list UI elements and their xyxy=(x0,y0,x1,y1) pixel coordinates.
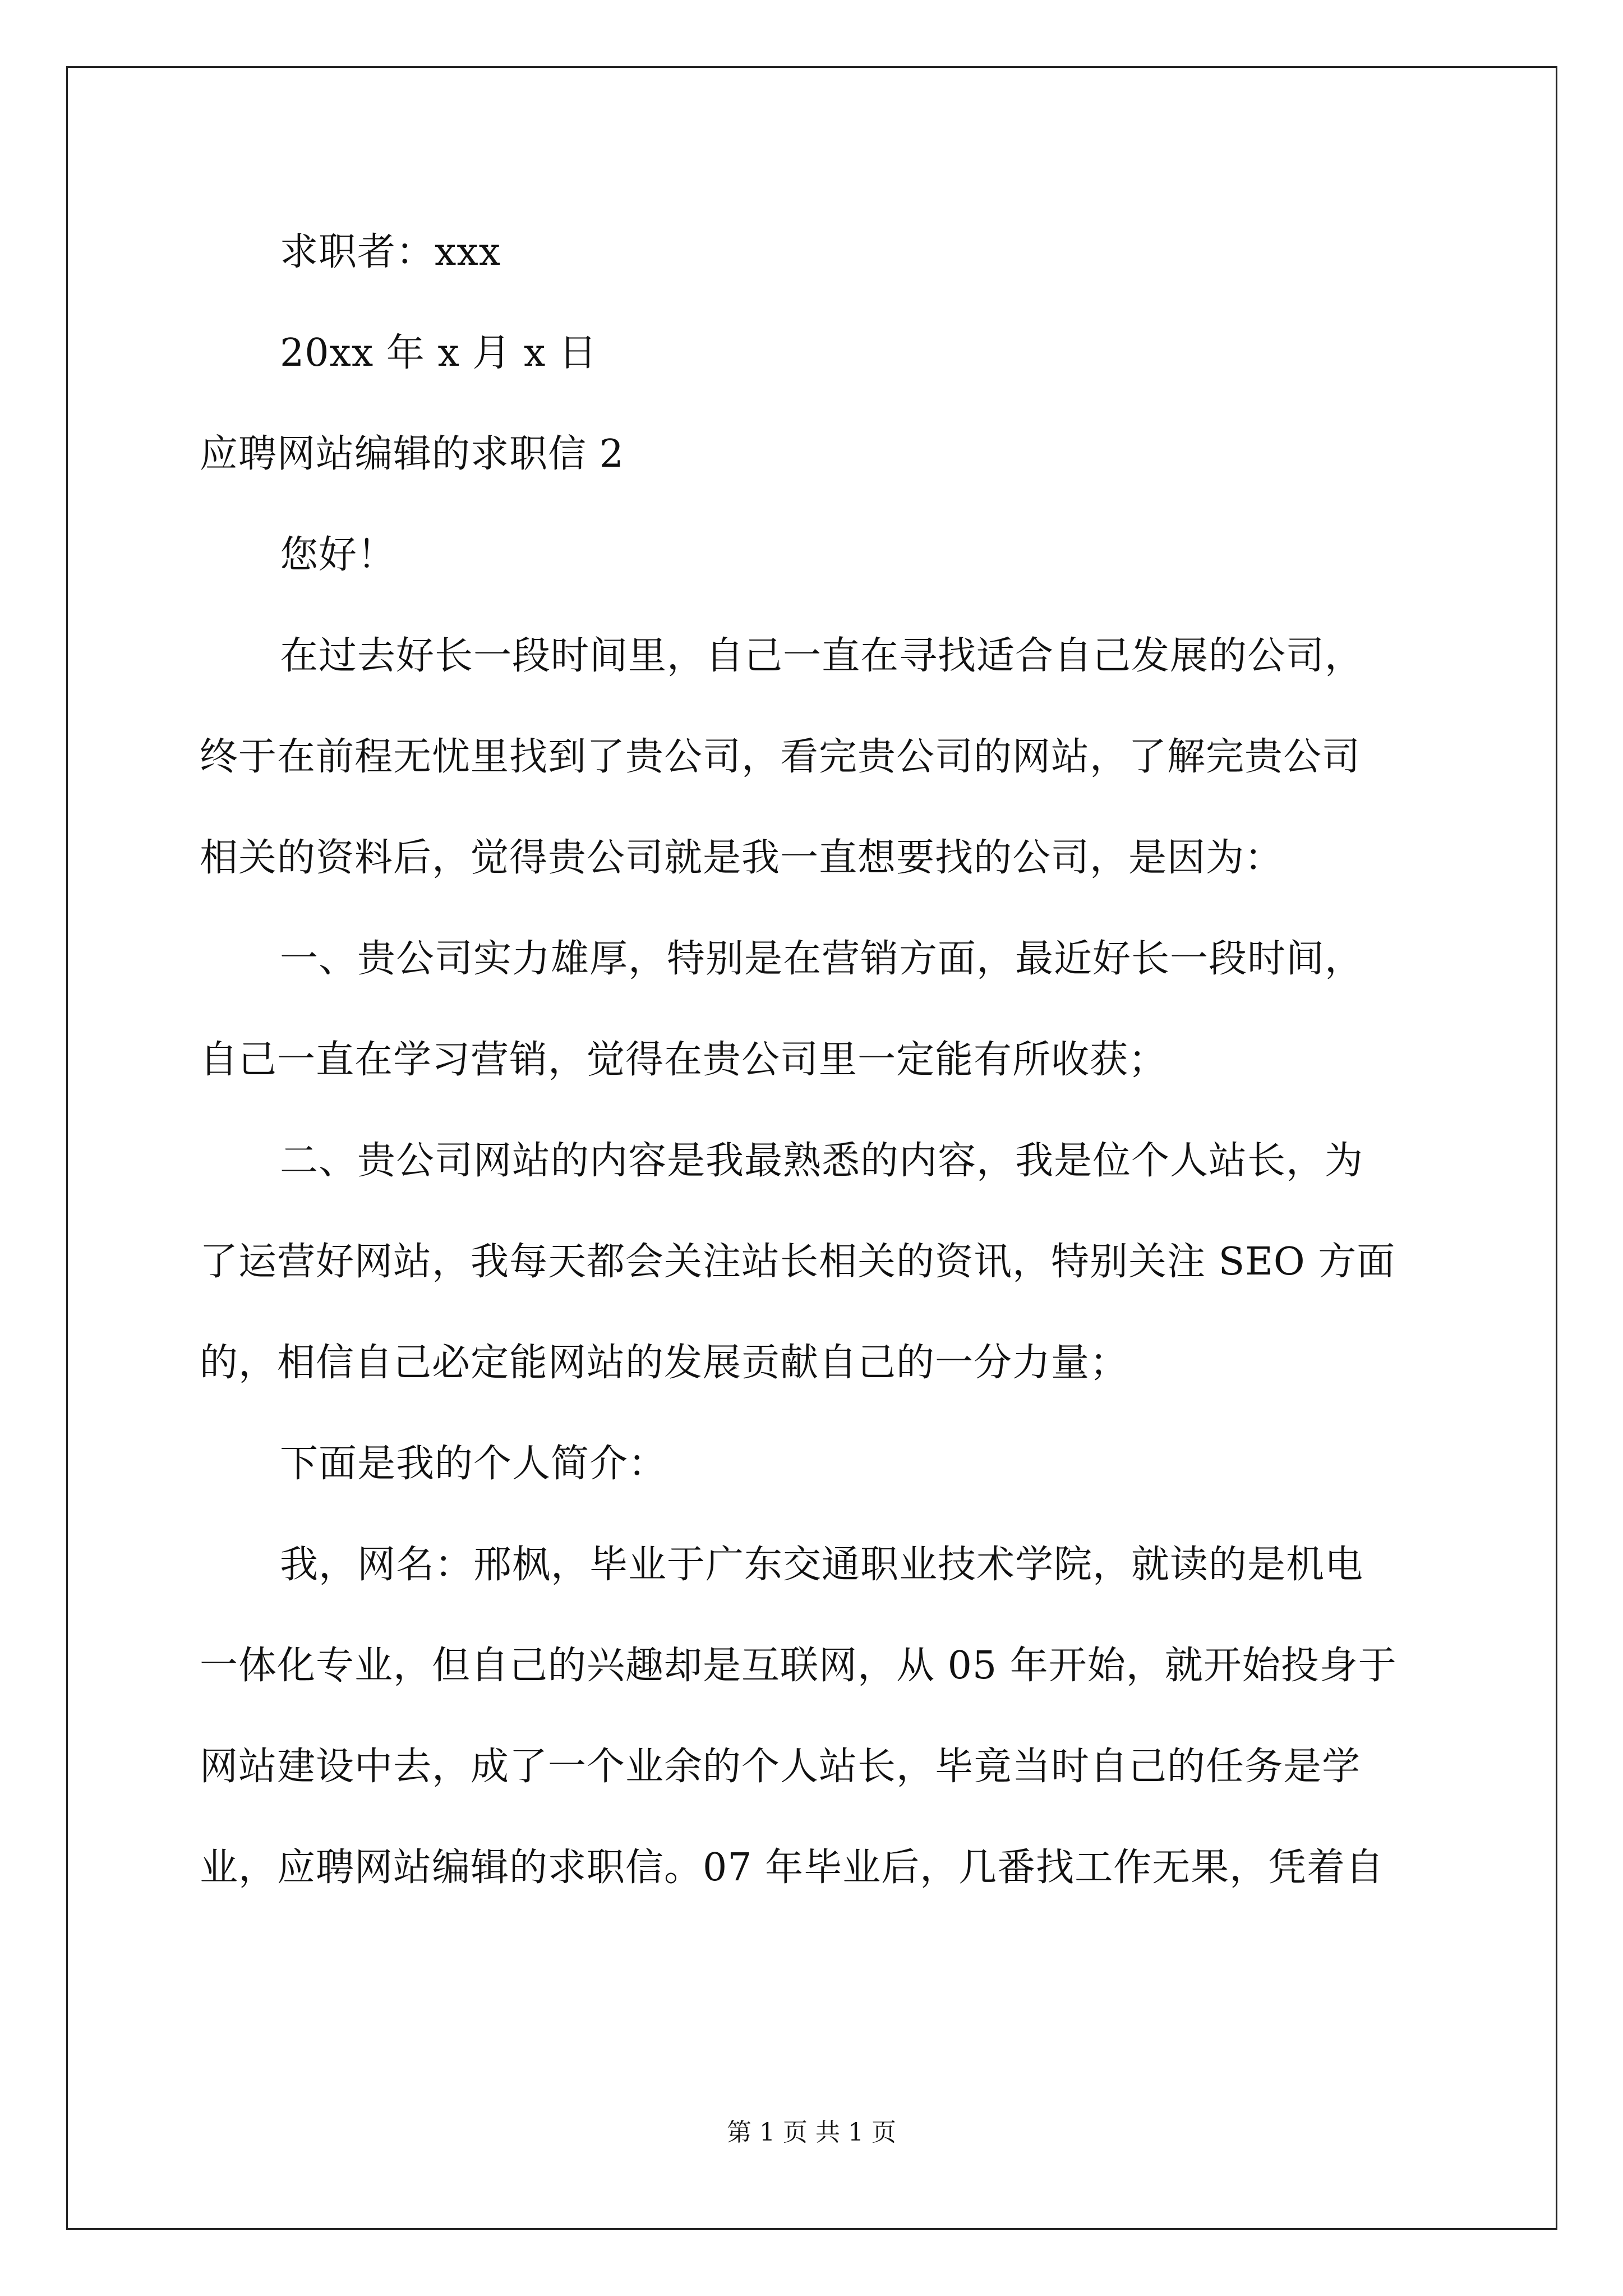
letter-title: 应聘网站编辑的求职信 2 xyxy=(200,432,624,476)
paragraph-line: 了运营好网站，我每天都会关注站长相关的资讯，特别关注 SEO 方面 xyxy=(200,1240,1396,1284)
date-line: 20xx 年 x 月 x 日 xyxy=(280,331,598,375)
paragraph-line: 二、贵公司网站的内容是我最熟悉的内容，我是位个人站长，为 xyxy=(280,1139,1364,1183)
applicant-line: 求职者：xxx xyxy=(280,230,501,274)
paragraph-line: 下面是我的个人简介： xyxy=(280,1442,667,1486)
paragraph-line: 业，应聘网站编辑的求职信。07 年毕业后，几番找工作无果，凭着自 xyxy=(200,1846,1385,1890)
paragraph-line: 一体化专业，但自己的兴趣却是互联网，从 05 年开始，就开始投身于 xyxy=(200,1644,1397,1688)
paragraph-line: 我，网名：邢枫，毕业于广东交通职业技术学院，就读的是机电 xyxy=(280,1543,1364,1587)
paragraph-line: 一、贵公司实力雄厚，特别是在营销方面，最近好长一段时间， xyxy=(280,937,1364,981)
paragraph-line: 的，相信自己必定能网站的发展贡献自己的一分力量； xyxy=(200,1341,1129,1385)
paragraph-line: 相关的资料后，觉得贵公司就是我一直想要找的公司，是因为： xyxy=(200,836,1284,880)
greeting: 您好！ xyxy=(280,533,396,577)
paragraph-line: 网站建设中去，成了一个业余的个人站长，毕竟当时自己的任务是学 xyxy=(200,1745,1361,1789)
paragraph-line: 在过去好长一段时间里，自己一直在寻找适合自己发展的公司， xyxy=(280,634,1364,678)
paragraph-line: 终于在前程无忧里找到了贵公司，看完贵公司的网站，了解完贵公司 xyxy=(200,735,1361,779)
paragraph-line: 自己一直在学习营销，觉得在贵公司里一定能有所收获； xyxy=(200,1038,1168,1082)
page-number-footer: 第 1 页 共 1 页 xyxy=(727,2118,896,2147)
